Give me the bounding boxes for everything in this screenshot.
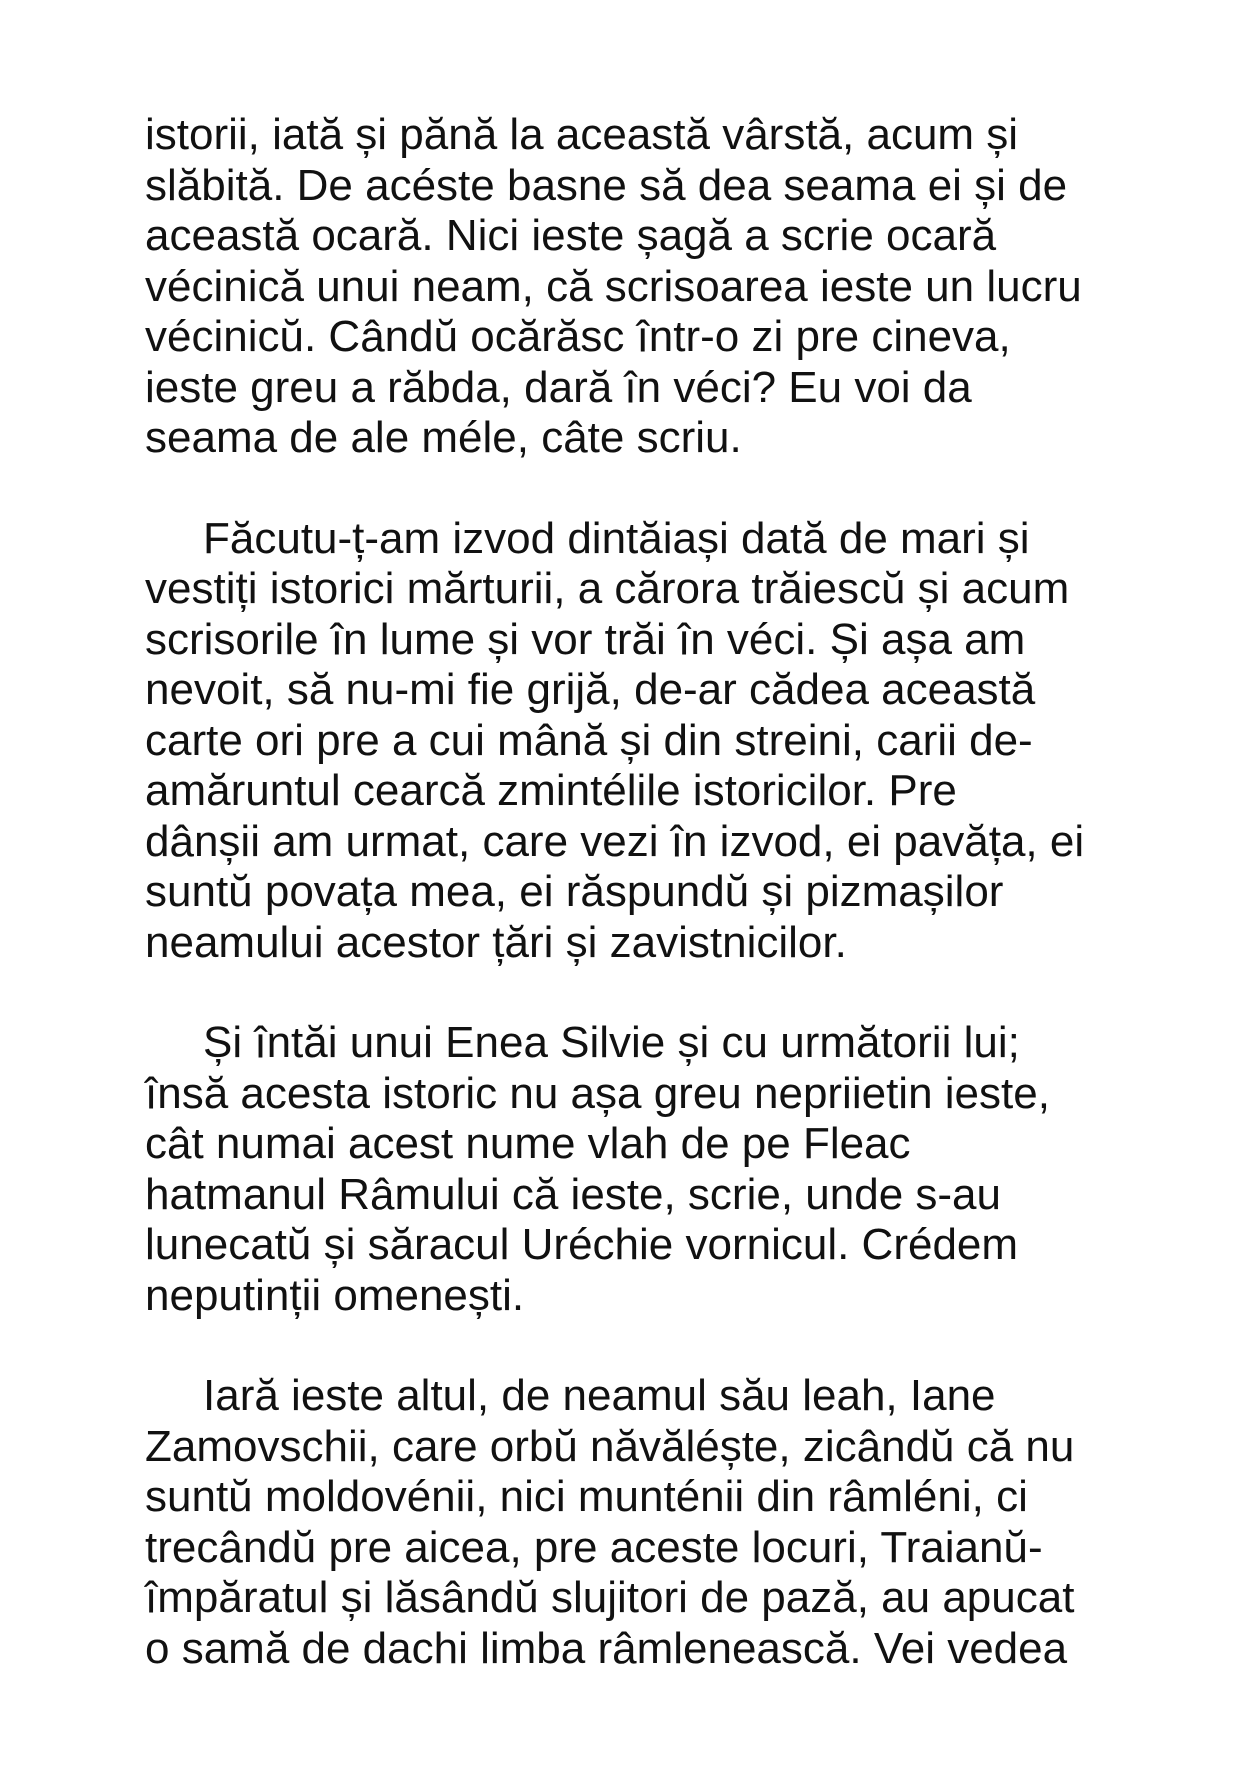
text-line: Și întăi unui Enea Silvie și cu următorii lui;: [203, 1018, 1020, 1067]
text-line: vécinicŭ. Cândŭ ocărăsc într-o zi pre cineva,: [145, 312, 1011, 361]
text-line: dânșii am urmat, care vezi în izvod, ei pavăța, ei: [145, 816, 1085, 866]
text-line: cât numai acest nume vlah de pe Fleac: [145, 1119, 911, 1168]
text-line: istorii, iată și pănă la această vârstă, acum și: [145, 110, 1019, 159]
text-line: nevoit, să nu-mi fie grijă, de-ar cădea această: [145, 665, 1036, 714]
text-line: suntŭ moldovénii, nici munténii din râmléni, ci: [145, 1472, 1028, 1521]
paragraph-1: [145, 110, 1145, 464]
text-line: Făcutu-ț-am izvod dintăiași dată de mari și: [203, 513, 1030, 563]
text-line: însă acesta istoric nu așa greu nepriietin ieste,: [145, 1068, 1050, 1118]
text-line: carte ori pre a cui mână și din streini, carii de-: [145, 715, 1033, 765]
body-text: [145, 110, 1145, 1724]
text-line: scrisorile în lume și vor trăi în véci. Și așa am: [145, 614, 1026, 664]
text-line: împăratul și lăsândŭ slujitori de pază, au apucat: [145, 1573, 1075, 1622]
text-line: trecândŭ pre aicea, pre aceste locuri, Traianŭ-: [145, 1522, 1043, 1572]
text-line: vestiți istorici mărturii, a cărora trăiescŭ și acum: [145, 564, 1070, 613]
text-line: hatmanul Râmului că ieste, scrie, unde s-au: [145, 1169, 1001, 1219]
text-line: lunecatŭ și săracul Uréchie vornicul. Crédem: [145, 1220, 1019, 1269]
text-line: o samă de dachi limba râmlenească. Vei vedea: [145, 1623, 1068, 1673]
text-line: vécinică unui neam, că scrisoarea ieste un lucru: [145, 261, 1082, 311]
text-line: această ocară. Nici ieste șagă a scrie ocară: [145, 211, 997, 260]
text-line: Zamovschii, care orbŭ năvăléște, zicândŭ că nu: [145, 1421, 1075, 1471]
paragraph-3: [145, 1018, 1145, 1321]
text-line: Iară ieste altul, de neamul său leah, Iane: [203, 1371, 996, 1420]
paragraph-2: [145, 514, 1145, 969]
text-line: neamului acestor țări și zavistnicilor.: [145, 917, 847, 967]
text-line: slăbită. De acéste basne să dea seama ei și de: [145, 160, 1068, 210]
text-line: suntŭ povața mea, ei răspundŭ și pizmașilor: [145, 867, 1004, 916]
text-line: ieste greu a răbda, dară în véci? Eu voi da: [145, 362, 972, 412]
text-line: seama de ale méle, câte scriu.: [145, 413, 742, 462]
text-line: neputinții omenești.: [145, 1270, 525, 1320]
text-line: amăruntul cearcă zmintélile istoricilor. Pre: [145, 766, 957, 815]
paragraph-4: [145, 1371, 1145, 1674]
